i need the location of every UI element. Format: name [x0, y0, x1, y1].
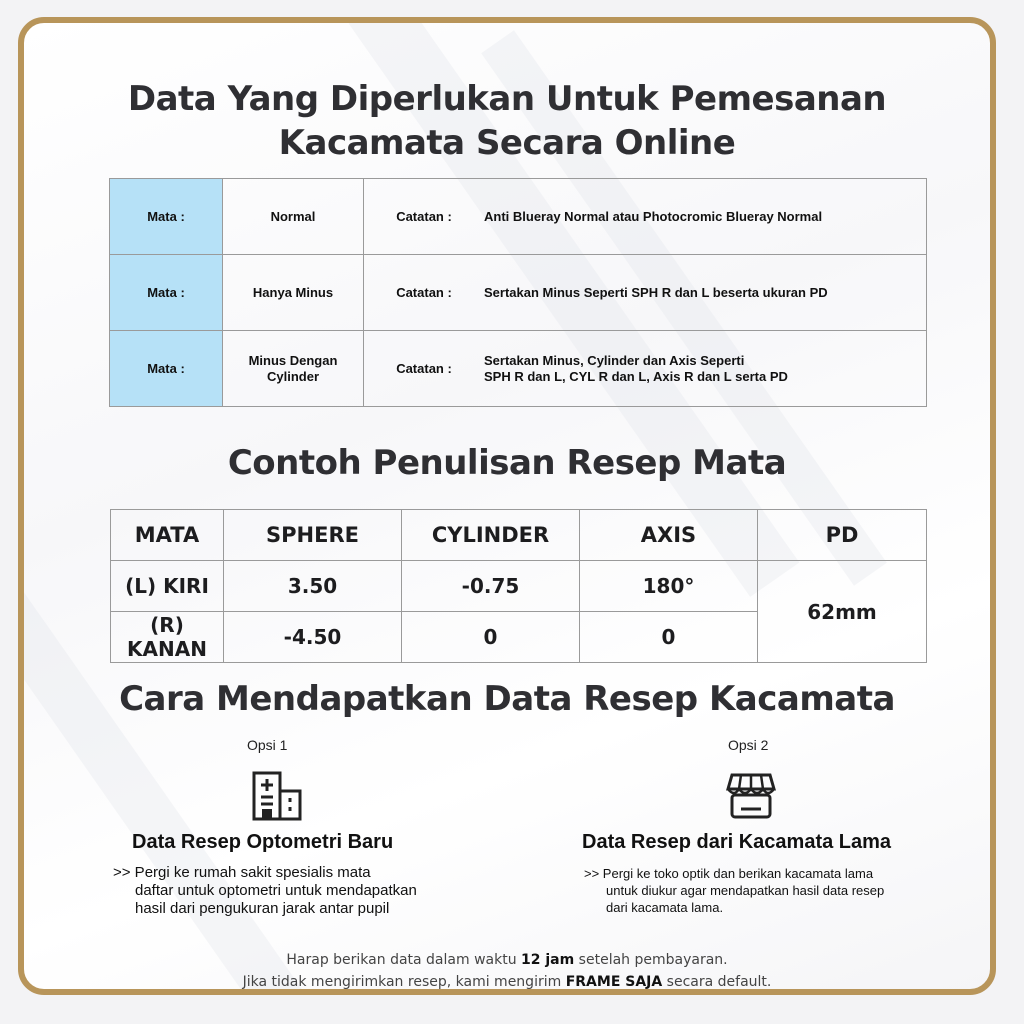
cell-axis: 180° — [580, 561, 758, 612]
hospital-icon — [250, 769, 304, 828]
title-line-1: Data Yang Diperlukan Untuk Pemesanan — [127, 79, 887, 119]
eye-label: Mata : — [110, 331, 223, 407]
store-icon — [724, 769, 778, 828]
howto-title: Cara Mendapatkan Data Resep Kacamata — [119, 679, 895, 719]
header-axis: AXIS — [580, 510, 758, 561]
option-1-title: Data Resep Optometri Baru — [132, 831, 394, 853]
footer-line-2: Jika tidak mengirimkan resep, kami mengirim FRAME SAJA secara default. — [242, 974, 772, 990]
cell-cylinder: 0 — [402, 612, 580, 663]
cell-axis: 0 — [580, 612, 758, 663]
header-sphere: SPHERE — [224, 510, 402, 561]
header-mata: MATA — [111, 510, 224, 561]
note-text: Anti Blueray Normal atau Photocromic Blueray Normal — [484, 179, 927, 255]
footer-line-1: Harap berikan data dalam waktu 12 jam setelah pembayaran. — [286, 952, 728, 968]
table-row — [110, 255, 927, 331]
eye-type: Minus Dengan Cylinder — [223, 331, 364, 407]
note-text: Sertakan Minus, Cylinder dan Axis Seperti SPH R dan L, CYL R dan L, Axis R dan L serta PD — [484, 331, 927, 407]
note-label: Catatan : — [364, 179, 485, 255]
cell-eye: (R) KANAN — [111, 612, 224, 663]
option-2-label: Opsi 2 — [728, 737, 769, 753]
title-line-2: Kacamata Secara Online — [278, 123, 736, 163]
footer-note — [24, 949, 990, 993]
info-card — [18, 17, 996, 995]
requirements-table — [109, 178, 927, 407]
note-label: Catatan : — [364, 331, 485, 407]
prescription-table — [110, 509, 927, 663]
eye-label: Mata : — [110, 255, 223, 331]
option-1-label: Opsi 1 — [247, 737, 288, 753]
option-2-title: Data Resep dari Kacamata Lama — [582, 831, 892, 853]
eye-type: Hanya Minus — [223, 255, 364, 331]
table-header-row — [111, 510, 927, 561]
cell-cylinder: -0.75 — [402, 561, 580, 612]
cell-sphere: -4.50 — [224, 612, 402, 663]
option-1-description: >> Pergi ke rumah sakit spesialis mata daftar untuk optometri untuk mendapatkan hasil dari pengukuran jarak antar pupil — [113, 864, 417, 917]
option-2-description: >> Pergi ke toko optik dan berikan kacamata lama untuk diukur agar mendapatkan hasil data resep dari kacamata lama. — [584, 866, 885, 915]
eye-label: Mata : — [110, 179, 223, 255]
note-text: Sertakan Minus Seperti SPH R dan L beserta ukuran PD — [484, 255, 927, 331]
eye-type: Normal — [223, 179, 364, 255]
note-label: Catatan : — [364, 255, 485, 331]
page-title — [24, 77, 990, 165]
header-pd: PD — [758, 510, 927, 561]
table-row — [110, 179, 927, 255]
table-row — [111, 561, 927, 612]
cell-pd: 62mm — [758, 561, 927, 663]
table-row — [110, 331, 927, 407]
cell-sphere: 3.50 — [224, 561, 402, 612]
header-cylinder: CYLINDER — [402, 510, 580, 561]
example-title: Contoh Penulisan Resep Mata — [227, 443, 787, 483]
cell-eye: (L) KIRI — [111, 561, 224, 612]
